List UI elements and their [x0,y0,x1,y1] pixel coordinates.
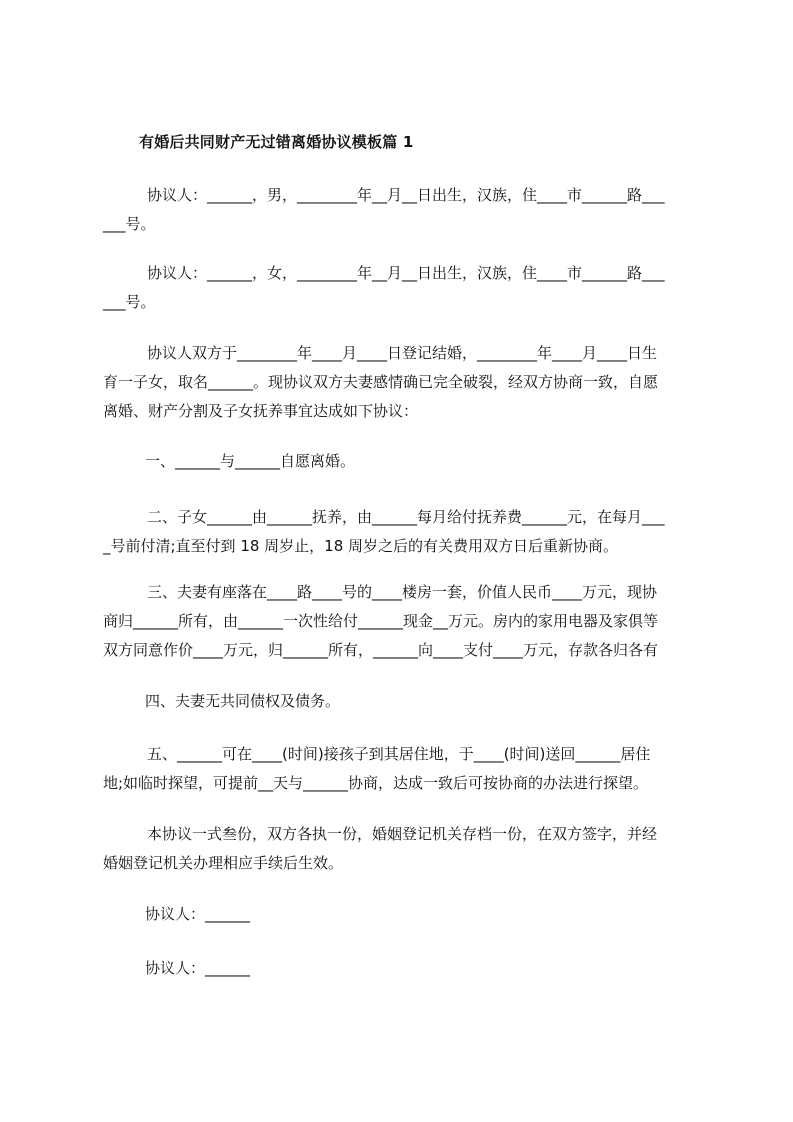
clause-3 [103,578,703,665]
paragraph-line: 五、______可在____(时间)接孩子到其居住地，于____(时间)送回______居住 [147,745,651,763]
paragraph-line: 四、夫妻无共同债权及债务。 [145,692,341,710]
party-1-paragraph [103,181,703,239]
party-2-paragraph [103,259,703,317]
paragraph-line: ___号。 [103,293,156,311]
signature-label: 协议人：______ [145,905,251,923]
paragraph-line: 婚姻登记机关办理相应手续后生效。 [103,854,344,872]
paragraph-line: 协议人：______，男，________年__月__日出生，汉族，住____市______路___ [147,186,665,204]
paragraph-line: 双方同意作价____万元，归______所有，______向____支付____万元，存款各归各有 [103,641,659,659]
paragraph-line: 协议人：______，女，________年__月__日出生，汉族，住____市______路___ [147,264,665,282]
paragraph-line: 本协议一式叁份，双方各执一份，婚姻登记机关存档一份，在双方签字，并经 [147,825,658,843]
paragraph-line: _号前付清;直至付到 18 周岁止，18 周岁之后的有关费用双方日后重新协商。 [103,537,619,555]
clause-2 [103,503,703,561]
paragraph-line: 育一子女，取名______。现协议双方夫妻感情确已完全破裂，经双方协商一致，自愿 [103,373,659,391]
paragraph-line: 二、子女______由______抚养，由______每月给付抚养费______元，在每月___ [147,508,665,526]
signature-line-1 [103,900,703,929]
signature-line-2 [103,954,703,983]
marriage-info-paragraph [103,339,703,426]
paragraph-line: 离婚、财产分割及子女抚养事宜达成如下协议： [103,402,419,420]
clause-5 [103,740,703,798]
signature-label: 协议人：______ [145,959,251,977]
clause-4 [103,687,703,716]
document-title: 有婚后共同财产无过错离婚协议模板篇 1 [139,133,414,151]
paragraph-line: 协议人双方于________年____月____日登记结婚，________年____月____日生 [147,344,658,362]
paragraph-line: 商归______所有，由______一次性给付______现金__万元。房内的家用电器及家俱等 [103,612,659,630]
closing-paragraph [103,820,703,878]
clause-1 [103,447,703,476]
paragraph-line: 一、______与______自愿离婚。 [145,452,356,470]
paragraph-line: ___号。 [103,215,156,233]
paragraph-line: 地;如临时探望，可提前__天与______协商，达成一致后可按协商的办法进行探望。 [103,774,649,792]
paragraph-line: 三、夫妻有座落在____路____号的____楼房一套，价值人民币____万元，现协 [147,583,658,601]
